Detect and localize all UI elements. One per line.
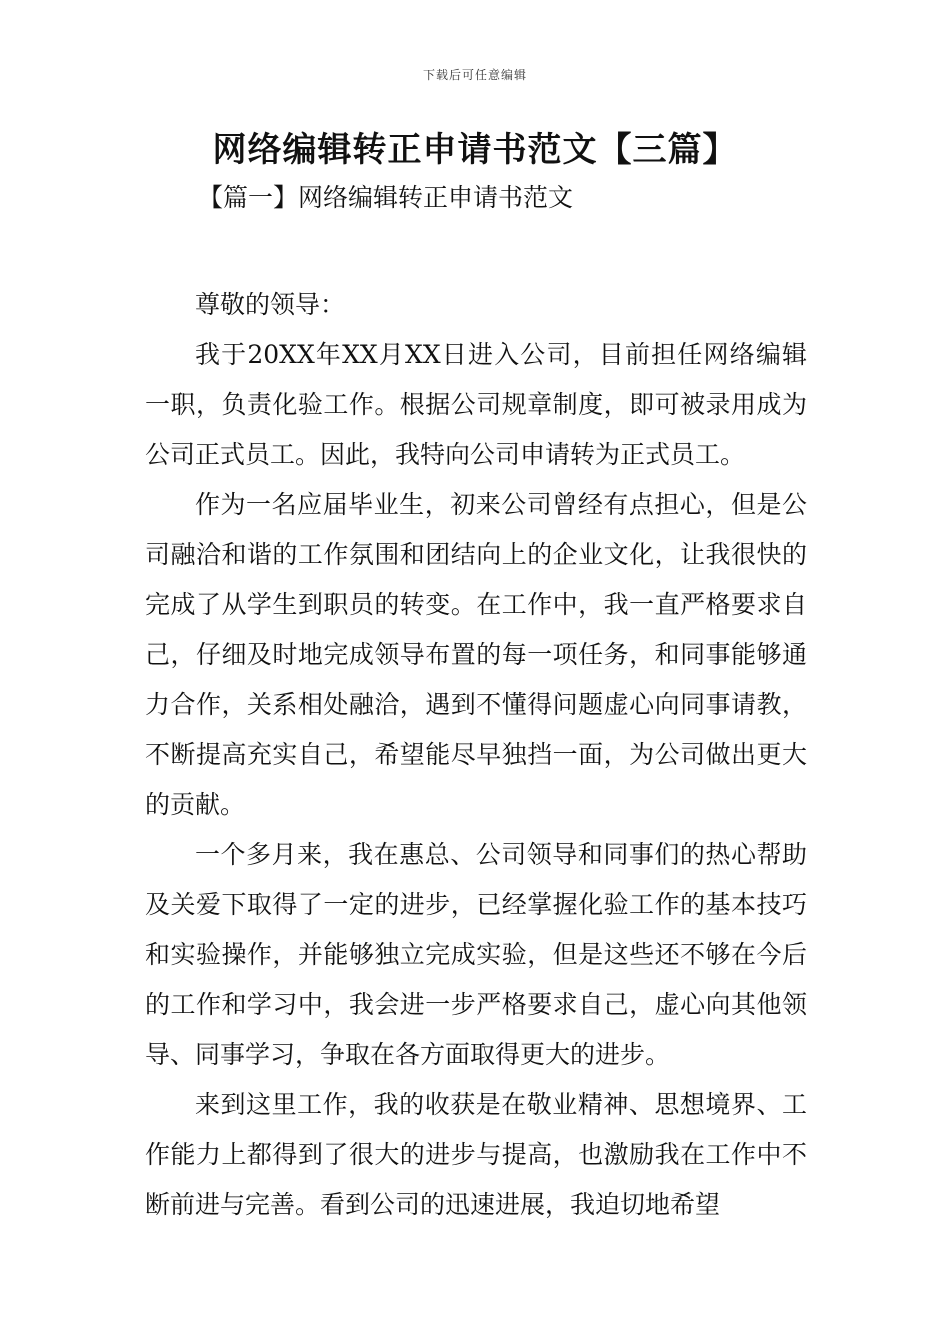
body-paragraph: 来到这里工作，我的收获是在敬业精神、思想境界、工作能力上都得到了很大的进步与提高，也激励我在工作中不断前进与完善。看到公司的迅速进展，我迫切地希望 — [145, 1090, 807, 1219]
body-paragraph: 我于20XX年XX月XX日进入公司，目前担任网络编辑一职，负责化验工作。根据公司规章制度，即可被录用成为公司正式员工。因此，我特向公司申请转为正式员工。 — [145, 340, 807, 469]
header-note: 下载后可任意编辑 — [422, 68, 527, 82]
body-paragraph: 一个多月来，我在惠总、公司领导和同事们的热心帮助及关爱下取得了一定的进步，已经掌握化验工作的基本技巧和实验操作，并能够独立完成实验，但是这些还不够在今后的工作和学习中，我会进一步严格要求自己，虚心向其他领导、同事学习，争取在各方面取得更大的进步。 — [145, 840, 807, 1069]
document-title: 网络编辑转正申请书范文【三篇】 — [212, 130, 738, 170]
body-paragraph: 作为一名应届毕业生，初来公司曾经有点担心，但是公司融洽和谐的工作氛围和团结向上的企业文化，让我很快的完成了从学生到职员的转变。在工作中，我一直严格要求自己，仔细及时地完成领导布置的每一项任务，和同事能够通力合作，关系相处融洽，遇到不懂得问题虚心向同事请教，不断提高充实自己，希望能尽早独挡一面，为公司做出更大的贡献。 — [145, 490, 807, 819]
document-body — [145, 280, 807, 1230]
section-heading: 【篇一】网络编辑转正申请书范文 — [198, 183, 574, 212]
salutation: 尊敬的领导： — [195, 290, 346, 319]
